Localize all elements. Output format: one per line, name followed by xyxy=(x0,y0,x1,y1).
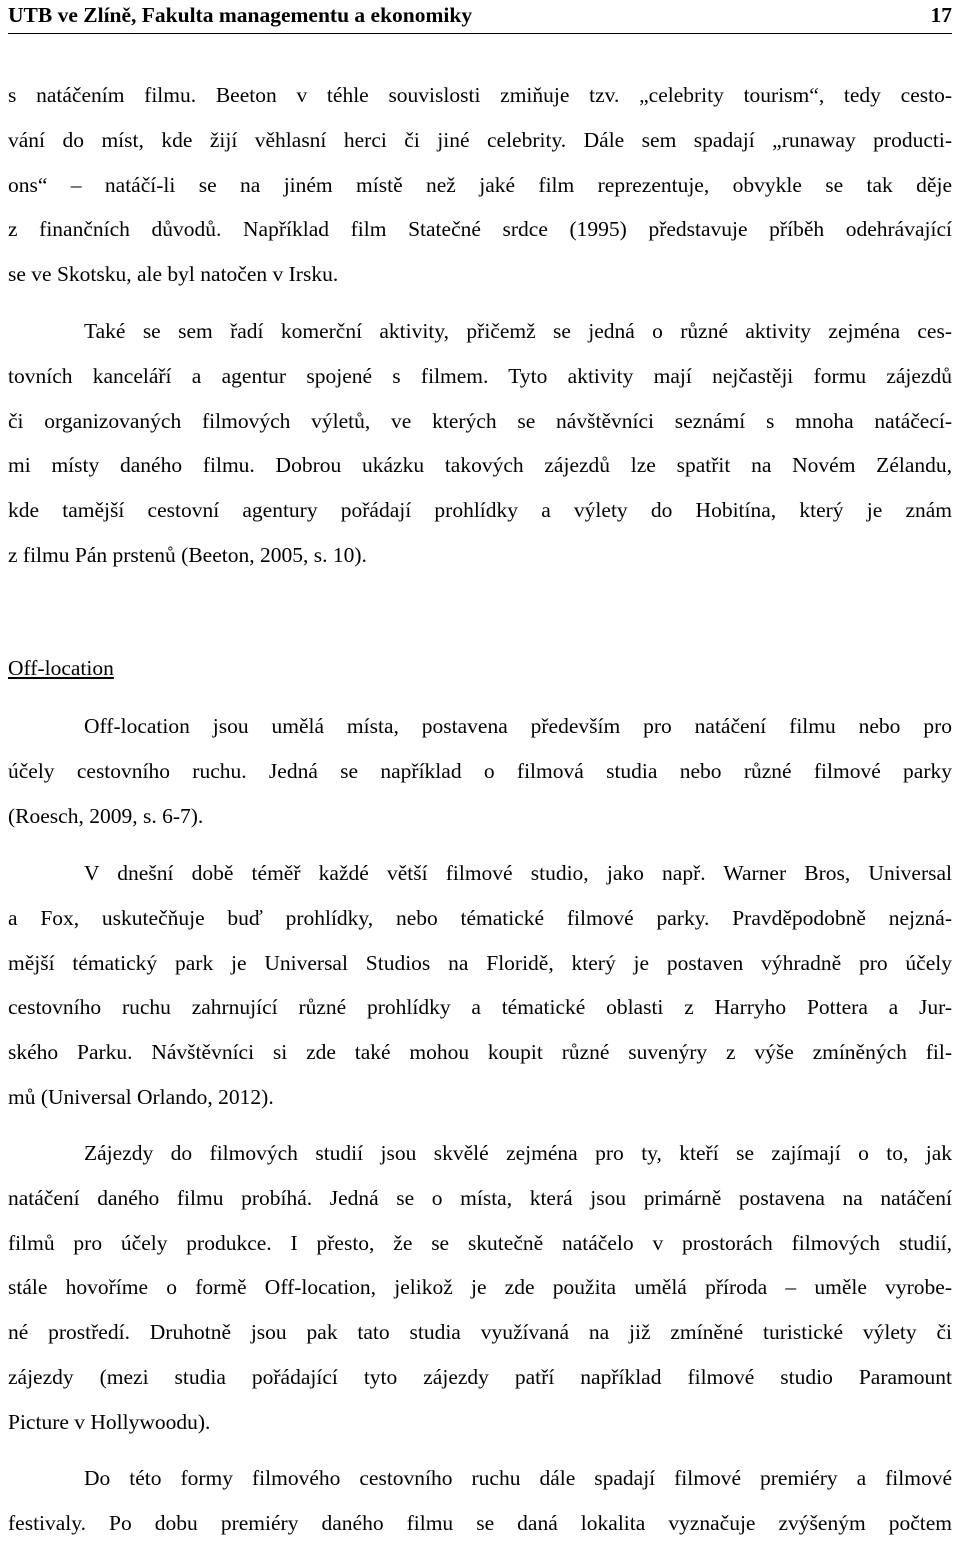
text-line: mů (Universal Orlando, 2012). xyxy=(8,1084,274,1109)
text-line: ons“ – natáčí-li se na jiném místě než jaké film reprezentuje, obvykle se tak děje xyxy=(8,172,952,197)
text-line: z finančních důvodů. Například film Statečné srdce (1995) představuje příběh odehrávající xyxy=(8,217,952,242)
text-line: tovních kanceláří a agentur spojené s filmem. Tyto aktivity mají nejčastěji formu zájezdů xyxy=(8,363,952,388)
text-line: Picture v Hollywoodu). xyxy=(8,1409,211,1434)
text-line: se ve Skotsku, ale byl natočen v Irsku. xyxy=(8,262,339,287)
paragraph-1 xyxy=(8,73,952,297)
text-line: z filmu Pán prstenů (Beeton, 2005, s. 10). xyxy=(8,542,367,567)
text-line: účely cestovního ruchu. Jedná se například o filmová studia nebo různé filmové parky xyxy=(8,758,952,783)
text-line: či organizovaných filmových výletů, ve kterých se návštěvníci seznámí s mnoha natáčecí- xyxy=(8,408,952,433)
text-line: ského Parku. Návštěvníci si zde také mohou koupit různé suvenýry z výše zmíněných fil- xyxy=(8,1040,952,1065)
text-line: mi místy daného filmu. Dobrou ukázku takových zájezdů lze spatřit na Novém Zélandu, xyxy=(8,453,952,478)
paragraph-6 xyxy=(8,1456,952,1546)
text-line: s natáčením filmu. Beeton v téhle souvislosti zmiňuje tzv. „celebrity tourism“, tedy cesto- xyxy=(8,83,952,107)
text-line: mější tématický park je Universal Studios na Floridě, který je postaven výhradně pro účely xyxy=(8,950,952,975)
paragraph-5 xyxy=(8,1131,952,1445)
paragraph-3 xyxy=(8,704,952,838)
text-line: natáčení daného filmu probíhá. Jedná se o místa, která jsou primárně postavena na natáčení xyxy=(8,1185,952,1210)
text-line: né prostředí. Druhotně jsou pak tato studia využívaná na již zmíněné turistické výlety či xyxy=(8,1320,952,1345)
header-title: UTB ve Zlíně, Fakulta managementu a ekonomiky xyxy=(8,3,473,27)
text-line: Do této formy filmového cestovního ruchu dále spadají filmové premiéry a filmové xyxy=(84,1466,952,1490)
text-line: stále hovoříme o formě Off-location, jelikož je zde použita umělá příroda – uměle vyrobe- xyxy=(8,1275,952,1300)
paragraph-2 xyxy=(8,309,952,578)
text-line: Off-location jsou umělá místa, postavena především pro natáčení filmu nebo pro xyxy=(84,714,952,738)
text-line: Zájezdy do filmových studií jsou skvělé zejména pro ty, kteří se zajímají o to, jak xyxy=(84,1141,952,1165)
text-line: filmů pro účely produkce. I přesto, že se skutečně natáčelo v prostorách filmových studií, xyxy=(8,1230,952,1255)
text-line: vání do míst, kde žijí věhlasní herci či jiné celebrity. Dále sem spadají „runaway producti- xyxy=(8,127,952,152)
section-heading: Off-location xyxy=(8,656,114,680)
text-line: (Roesch, 2009, s. 6-7). xyxy=(8,803,204,828)
text-line: cestovního ruchu zahrnující různé prohlídky a tématické oblasti z Harryho Pottera a Jur- xyxy=(8,995,952,1020)
text-line: festivaly. Po dobu premiéry daného filmu se daná lokalita vyznačuje zvýšeným počtem xyxy=(8,1510,952,1535)
text-line: kde tamější cestovní agentury pořádají prohlídky a výlety do Hobitína, který je znám xyxy=(8,498,952,523)
page-number: 17 xyxy=(930,3,952,27)
page-header xyxy=(8,0,952,34)
paragraph-4 xyxy=(8,851,952,1120)
text-line: zájezdy (mezi studia pořádající tyto zájezdy patří například filmové studio Paramount xyxy=(8,1364,952,1389)
text-line: V dnešní době téměř každé větší filmové studio, jako např. Warner Bros, Universal xyxy=(84,861,952,885)
text-line: a Fox, uskutečňuje buď prohlídky, nebo tématické filmové parky. Pravděpodobně nejzná- xyxy=(8,905,952,930)
text-line: Také se sem řadí komerční aktivity, přičemž se jedná o různé aktivity zejména ces- xyxy=(84,319,952,343)
